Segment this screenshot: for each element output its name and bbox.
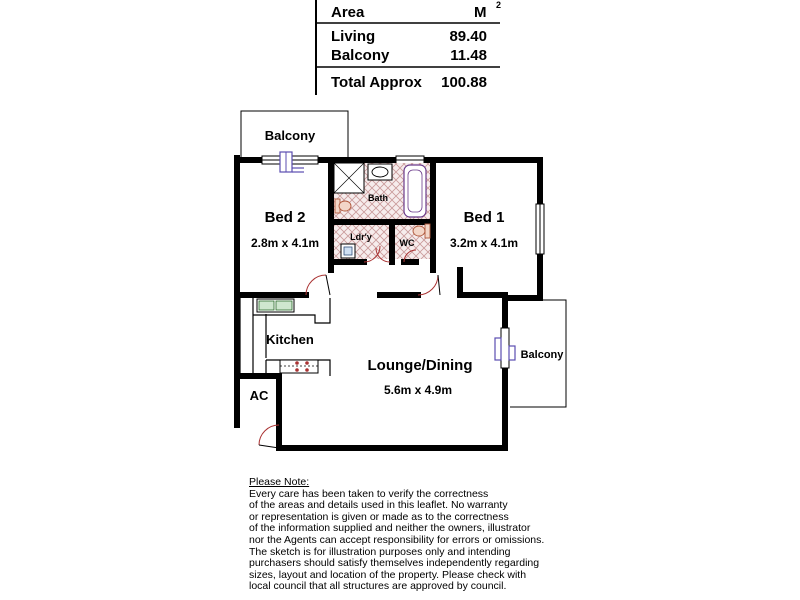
disclaimer-line: or representation is given or made as to the correctness — [249, 510, 509, 523]
room-label-wc: WC — [399, 238, 415, 248]
disclaimer-line: Every care has been taken to verify the correctness — [249, 487, 489, 500]
door-swings — [259, 246, 440, 448]
disclaimer-line: local council that all structures are approved by council. — [249, 580, 507, 593]
disclaimer-line: sizes, layout and location of the property. Please check with — [249, 568, 527, 581]
vanity-basin-icon — [368, 164, 392, 180]
room-label-balcony-top: Balcony — [264, 128, 316, 143]
area-row-value: 11.48 — [450, 47, 487, 64]
room-label-bed1: Bed 1 — [463, 209, 505, 226]
sliding-door-lounge-balcony — [495, 328, 515, 368]
area-header-label: Area — [331, 4, 365, 21]
room-label-bath: Bath — [368, 193, 388, 203]
disclaimer-line: of the areas and details used in this leaflet. No warranty — [249, 499, 508, 512]
room-size-bed1: 3.2m x 4.1m — [449, 236, 519, 250]
room-label-laundry: Ldr'y — [350, 232, 372, 242]
disclaimer-line: purchasers should satisfy themselves independently regarding — [249, 557, 540, 570]
area-row-label: Living — [331, 28, 376, 45]
area-total-value: 100.88 — [441, 74, 487, 91]
disclaimer-line: of the information supplied and neither the owners, illustrator — [249, 522, 531, 535]
area-header-unit: M — [474, 4, 487, 21]
room-label-kitchen: Kitchen — [266, 332, 314, 347]
bathroom-floor — [334, 163, 430, 219]
area-row-label: Balcony — [331, 47, 390, 64]
area-row-value: 89.40 — [449, 28, 487, 45]
area-total-label: Total Approx — [331, 74, 422, 91]
room-label-balcony-right: Balcony — [520, 349, 564, 361]
window-bed2-top — [262, 152, 318, 172]
disclaimer-line: The sketch is for illustration purposes only and intending — [249, 545, 511, 558]
room-size-lounge: 5.6m x 4.9m — [383, 383, 453, 397]
cooktop-icon — [280, 360, 318, 373]
room-label-bed2: Bed 2 — [264, 209, 306, 226]
window-bath-top — [396, 156, 424, 164]
room-label-ac: AC — [249, 388, 269, 403]
sink-icon — [257, 299, 294, 312]
laundry-floor — [334, 225, 389, 259]
window-bed1-right — [536, 204, 544, 254]
disclaimer-note — [249, 477, 544, 593]
disclaimer-title: Please Note: — [249, 476, 310, 488]
room-label-lounge: Lounge/Dining — [367, 357, 473, 374]
area-header-unit-sup: 2 — [496, 0, 502, 10]
area-table — [316, 0, 501, 95]
room-size-bed2: 2.8m x 4.1m — [250, 236, 320, 250]
disclaimer-line: nor the Agents can accept responsibility for errors or omissions. — [249, 533, 545, 546]
